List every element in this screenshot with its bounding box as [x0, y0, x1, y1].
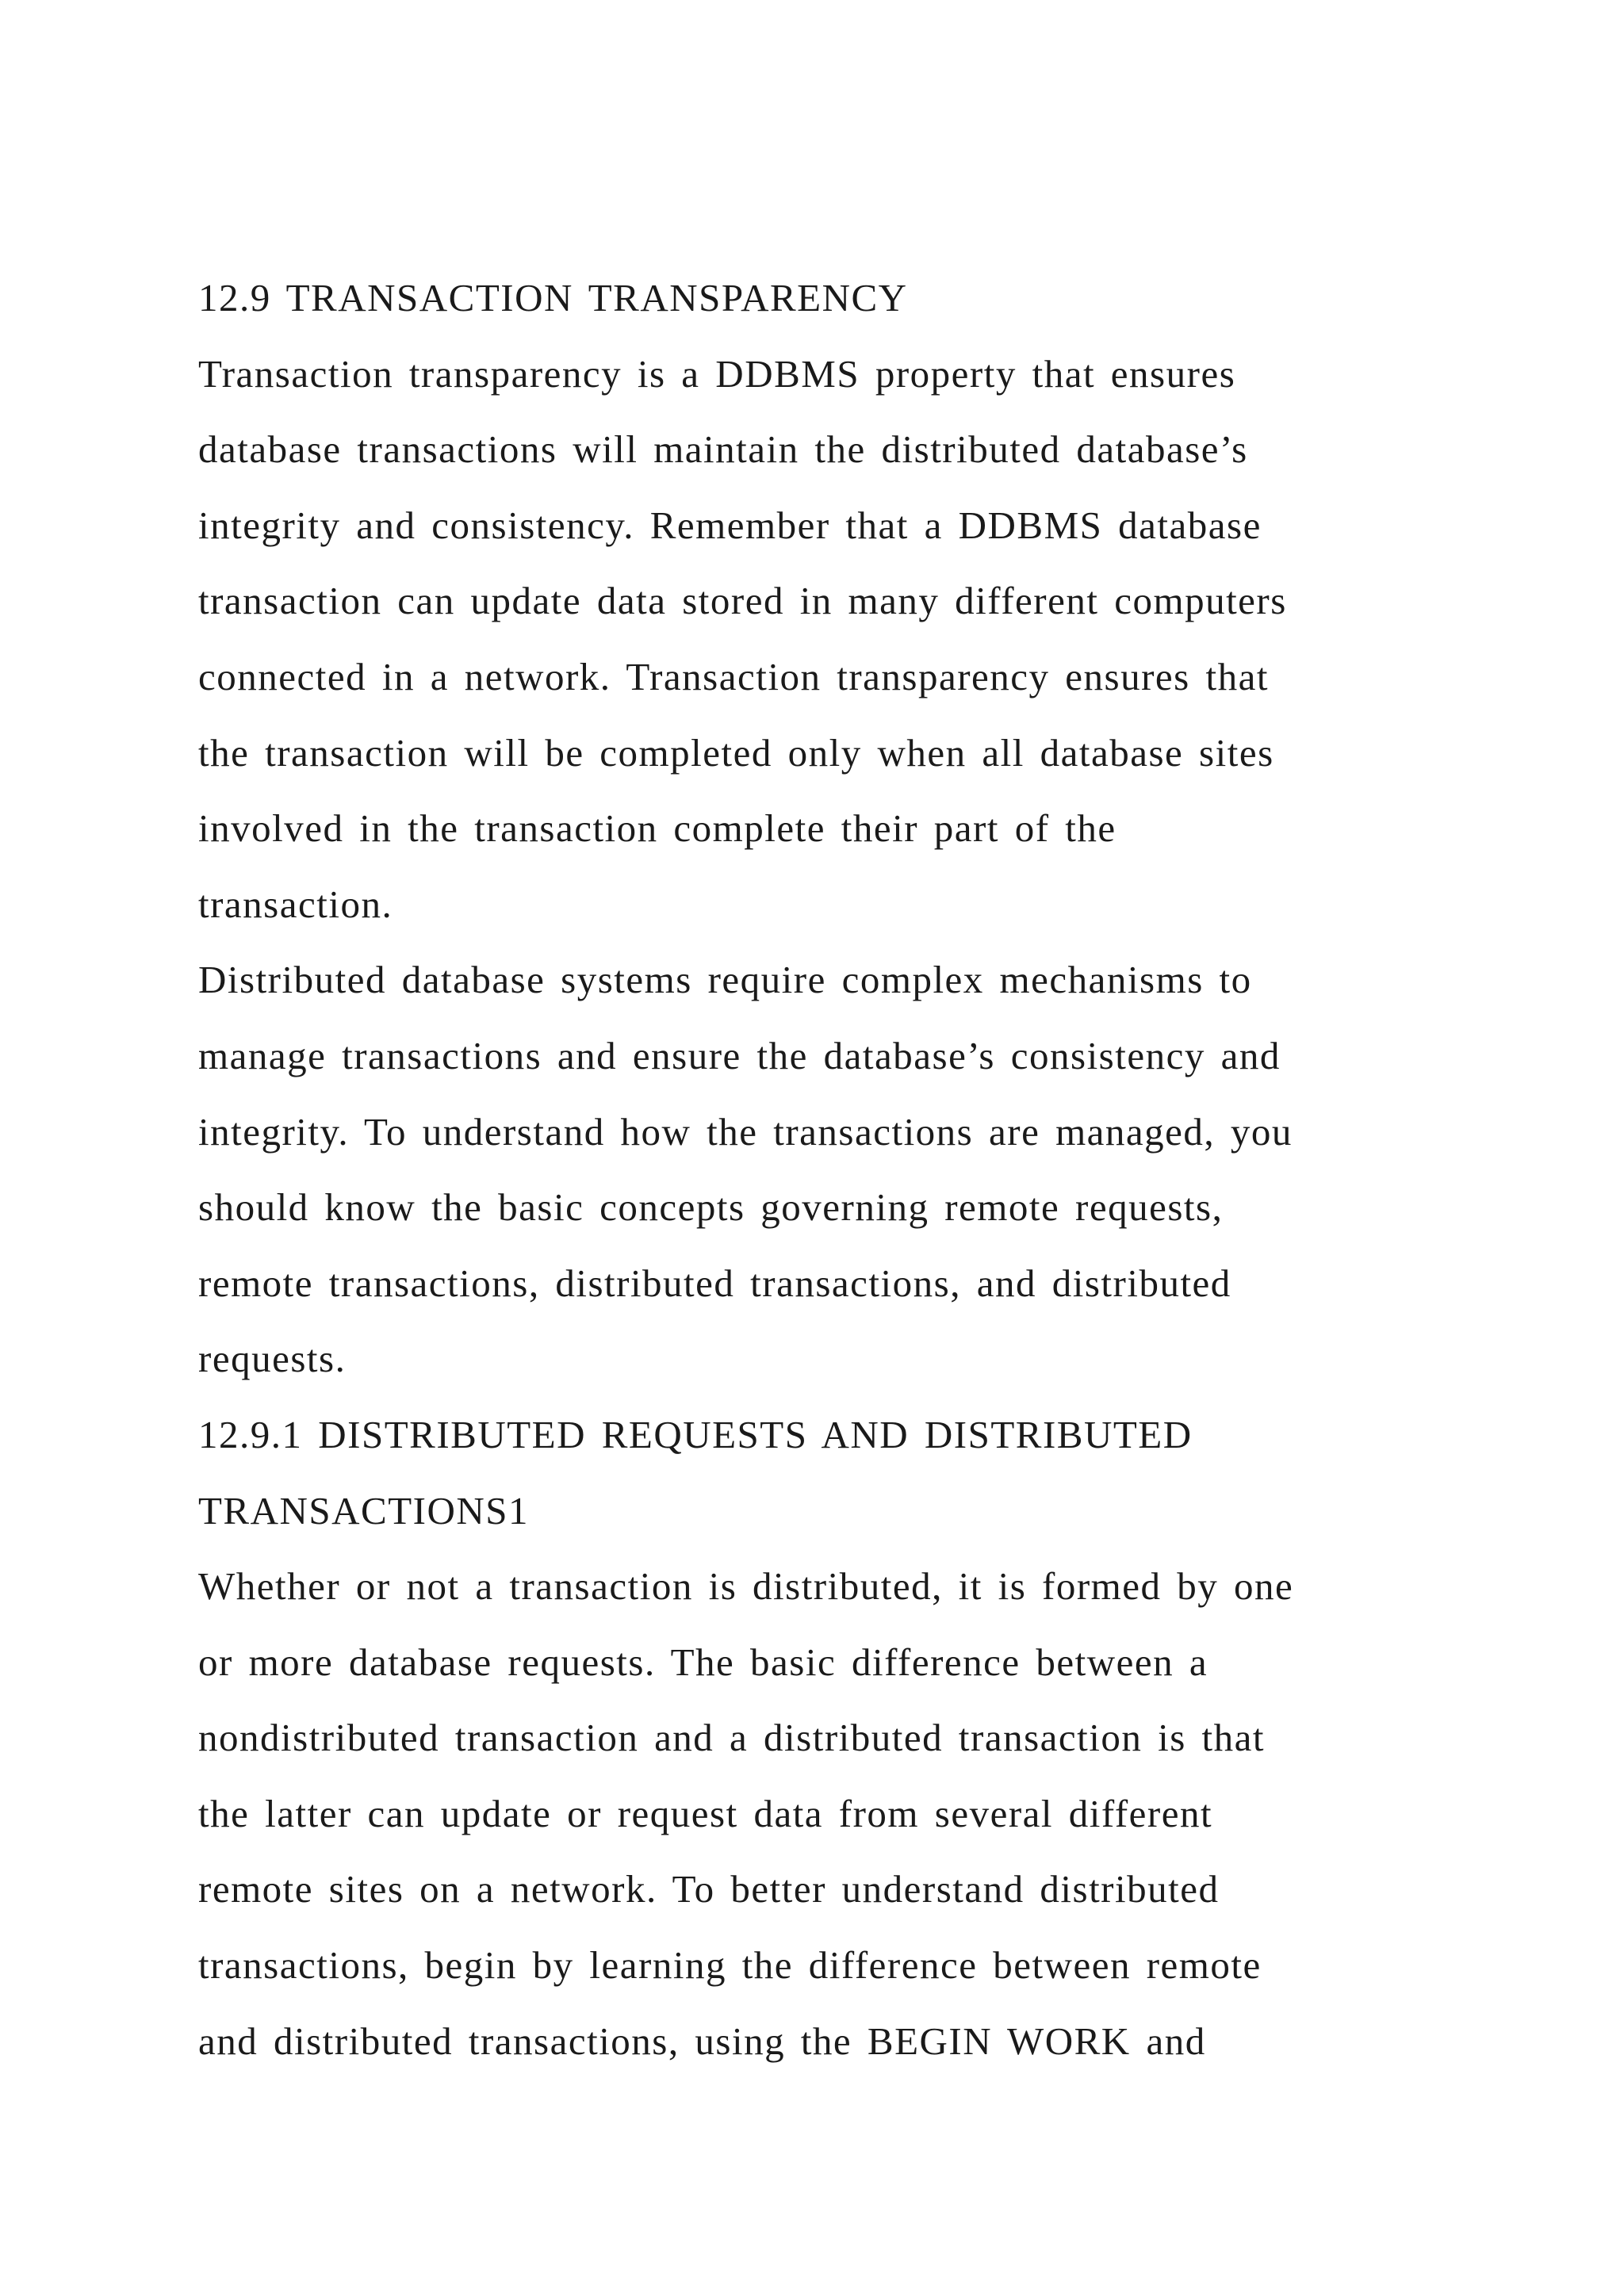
paragraph-line: manage transactions and ensure the database’s consistency and	[198, 1033, 1281, 1077]
paragraph-line: or more database requests. The basic difference between a	[198, 1640, 1208, 1684]
paragraph-line: transactions, begin by learning the difference between remote	[198, 1943, 1262, 1988]
paragraph-line: remote transactions, distributed transactions, and distributed	[198, 1261, 1231, 1305]
section-heading: 12.9 TRANSACTION TRANSPARENCY	[198, 276, 908, 320]
paragraph-line: integrity. To understand how the transactions are managed, you	[198, 1109, 1293, 1154]
paragraph-line: integrity and consistency. Remember that a DDBMS database	[198, 503, 1262, 547]
document-body	[198, 260, 1435, 2079]
paragraph-line: database transactions will maintain the distributed database’s	[198, 427, 1248, 472]
paragraph-line: the transaction will be completed only when all database sites	[198, 730, 1274, 775]
paragraph-line: Whether or not a transaction is distributed, it is formed by one	[198, 1564, 1294, 1609]
paragraph-line: should know the basic concepts governing remote requests,	[198, 1185, 1224, 1230]
paragraph-line: transaction.	[198, 882, 393, 926]
subsection-heading: 12.9.1 DISTRIBUTED REQUESTS AND DISTRIBUTED	[198, 1412, 1193, 1456]
paragraph-line: remote sites on a network. To better understand distributed	[198, 1867, 1220, 1911]
subsection-heading: TRANSACTIONS1	[198, 1488, 529, 1533]
paragraph-line: involved in the transaction complete their part of the	[198, 806, 1116, 851]
paragraph-line: Distributed database systems require complex mechanisms to	[198, 958, 1252, 1002]
paragraph-line: requests.	[198, 1337, 347, 1381]
paragraph-line: transaction can update data stored in many different computers	[198, 579, 1287, 623]
paragraph-line: and distributed transactions, using the BEGIN WORK and	[198, 2019, 1206, 2063]
paragraph-line: nondistributed transaction and a distributed transaction is that	[198, 1716, 1266, 1760]
paragraph-line: connected in a network. Transaction transparency ensures that	[198, 654, 1269, 698]
paragraph-line: Transaction transparency is a DDBMS property that ensures	[198, 351, 1236, 396]
paragraph-line: the latter can update or request data from several different	[198, 1791, 1213, 1835]
